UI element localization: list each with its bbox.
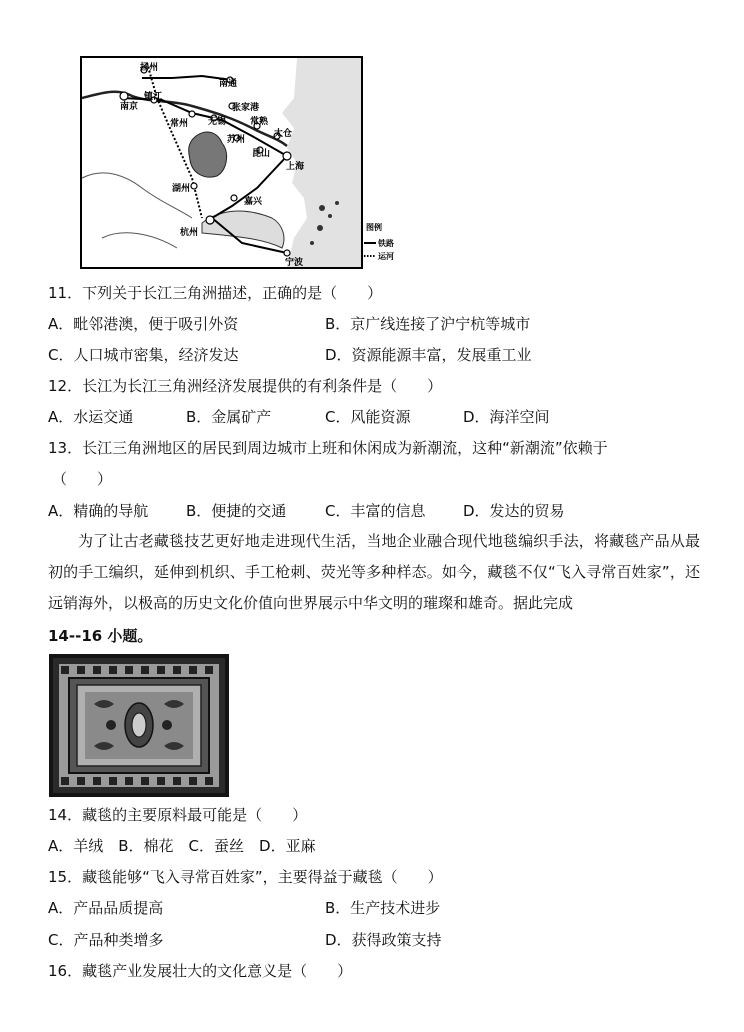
q14-options: A．羊绒 B．棉花 C．蚕丝 D．亚麻 [48, 837, 316, 855]
river-line [82, 173, 192, 218]
taihu-lake [189, 132, 227, 177]
q13-option-a: A．精确的导航 [48, 502, 149, 520]
question-11-stem: 11．下列关于长江三角洲描述，正确的是（ ） [48, 284, 383, 302]
city-point [231, 195, 237, 201]
question-16-stem: 16．藏毯产业发展壮大的文化意义是（ ） [48, 962, 353, 980]
question-13-stem: 13．长江三角洲地区的居民到周边城市上班和休闲成为新潮流，这种“新潮流”依赖于 [48, 439, 608, 457]
q12-option-c: C．风能资源 [325, 408, 411, 426]
tibetan-rug-image [49, 654, 229, 797]
city-point [120, 92, 128, 100]
map-legend [364, 222, 394, 261]
city-label: 太仓 [274, 129, 293, 139]
city-label: 无锡 [208, 117, 227, 127]
legend-railway-label: 铁路 [378, 239, 394, 248]
q12-option-d: D．海洋空间 [463, 408, 550, 426]
question-14-stem: 14．藏毯的主要原料最可能是（ ） [48, 806, 308, 824]
city-point [189, 111, 195, 117]
yangtze-delta-map [80, 56, 394, 269]
map-graphic [82, 58, 394, 268]
city-label: 南京 [120, 102, 139, 112]
legend-title: 图例 [366, 223, 382, 232]
city-label: 镇江 [144, 92, 163, 102]
q15-option-c: C．产品种类增多 [48, 931, 164, 949]
city-label: 常州 [170, 119, 189, 129]
q11-option-b: B．京广线连接了沪宁杭等城市 [325, 315, 531, 333]
city-label: 上海 [286, 162, 305, 172]
q12-option-b: B．金属矿产 [186, 408, 272, 426]
island [310, 241, 314, 245]
island [317, 225, 323, 231]
city-label: 张家港 [232, 103, 260, 113]
q11-option-c: C．人口城市密集，经济发达 [48, 346, 239, 364]
city-label: 宁波 [285, 258, 304, 268]
city-label: 杭州 [180, 228, 199, 238]
city-label: 湖州 [172, 184, 191, 194]
island [328, 214, 332, 218]
q13-option-d: D．发达的贸易 [463, 502, 565, 520]
river-line [102, 233, 177, 248]
question-13-bracket: （ ） [52, 470, 113, 488]
city-label: 嘉兴 [244, 197, 263, 207]
city-label: 扬州 [140, 63, 159, 73]
q11-option-a: A．毗邻港澳，便于吸引外资 [48, 315, 239, 333]
city-label: 苏州 [227, 135, 246, 145]
q13-option-b: B．便捷的交通 [186, 502, 287, 520]
q15-option-b: B．生产技术进步 [325, 899, 441, 917]
question-15-stem: 15．藏毯能够“飞入寻常百姓家”，主要得益于藏毯（ ） [48, 868, 443, 886]
city-label: 南通 [219, 79, 238, 89]
city-label: 昆山 [252, 149, 271, 159]
q11-option-d: D．资源能源丰富，发展重工业 [325, 346, 532, 364]
q15-option-a: A．产品品质提高 [48, 899, 164, 917]
city-point [284, 250, 290, 256]
city-label: 常熟 [250, 117, 269, 127]
island [319, 205, 325, 211]
island [335, 201, 339, 205]
question-12-stem: 12．长江为长江三角洲经济发展提供的有利条件是（ ） [48, 377, 443, 395]
city-point [283, 152, 291, 160]
legend-canal-label: 运河 [378, 252, 394, 261]
passage-question-range: 14--16 小题。 [48, 627, 153, 645]
q15-option-d: D．获得政策支持 [325, 931, 442, 949]
reading-passage: 为了让古老藏毯技艺更好地走进现代生活，当地企业融合现代地毯编织手法，将藏毯产品从最初的手工编织，延伸到机织、手工枪刺、荧光等多种样态。如今，藏毯不仅“飞入寻常百姓家”，还远销海外，以极高的历史文化价值向世界展示中华文明的璀璨和雄奇。据此完成 [48, 532, 700, 612]
city-point [206, 216, 214, 224]
q12-option-a: A．水运交通 [48, 408, 134, 426]
city-point [191, 183, 197, 189]
q13-option-c: C．丰富的信息 [325, 502, 426, 520]
rug-graphic [49, 654, 229, 797]
